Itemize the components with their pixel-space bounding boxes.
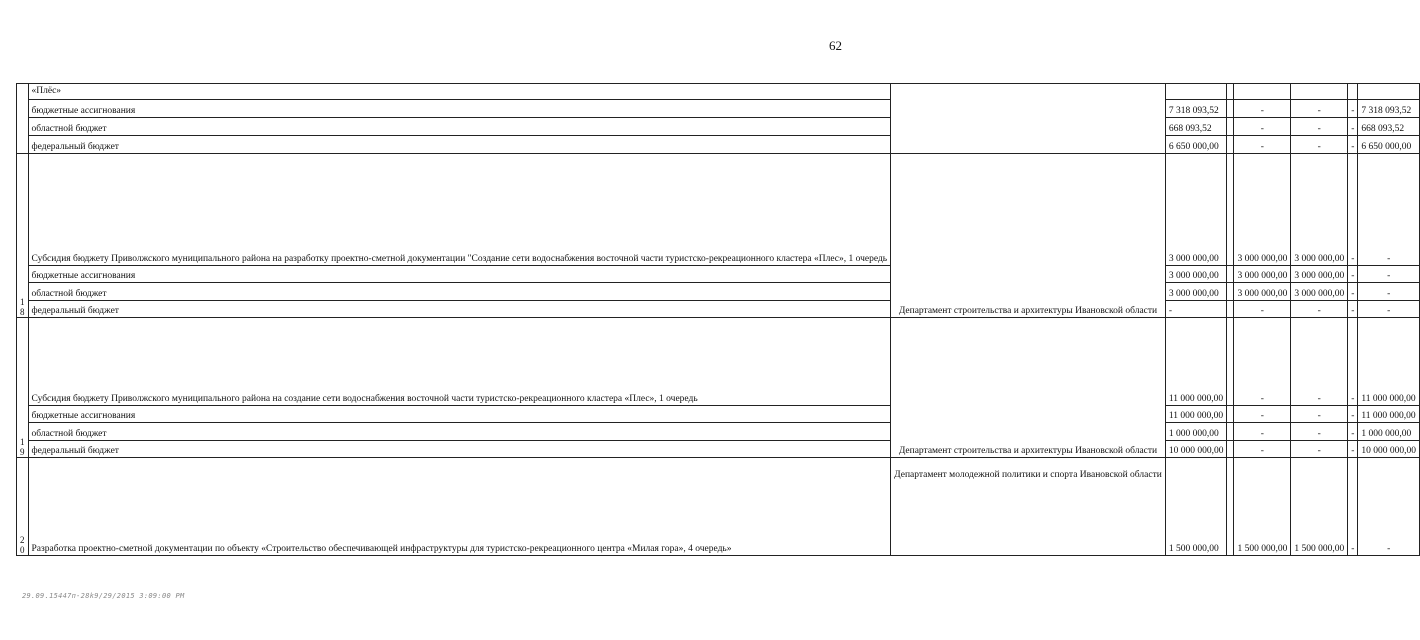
table-row: федеральный бюджет - - - - - — [17, 301, 1420, 318]
document-footer: 29.09.15447п-28k9/29/2015 3:09:00 PM — [22, 592, 185, 600]
table-row: федеральный бюджет 10 000 000,00 - - - 10 000 000,00 — [17, 441, 1420, 458]
total-cell: 11 000 000,00 — [1165, 406, 1227, 423]
budget-table — [16, 83, 1420, 556]
table-row — [17, 84, 1420, 100]
row-label: бюджетные ассигнования — [28, 100, 891, 118]
row-label: федеральный бюджет — [28, 136, 891, 154]
item-name: «Плёс» — [28, 84, 891, 100]
total-cell: 3 000 000,00 — [1165, 266, 1227, 283]
total-cell: 1 000 000,00 — [1165, 423, 1227, 441]
row-number-cell — [17, 84, 29, 154]
department-cell — [891, 84, 1166, 154]
total-cell: 3 000 000,00 — [1165, 283, 1227, 301]
item-name: Субсидия бюджету Приволжского муниципального района на создание сети водоснабжения восточной части туристско-рекреационного кластера «Плес», 1 очередь — [28, 318, 891, 406]
total-cell: 11 000 000,00 — [1165, 318, 1227, 406]
row-label: федеральный бюджет — [28, 441, 891, 458]
table-row: бюджетные ассигнования 11 000 000,00 - - - 11 000 000,00 — [17, 406, 1420, 423]
department-cell: Департамент молодежной политики и спорта Ивановской области — [891, 458, 1166, 556]
row-number-cell: 1 9 — [17, 318, 29, 458]
row-label: бюджетные ассигнования — [28, 266, 891, 283]
total-cell: 6 650 000,00 — [1165, 136, 1227, 154]
table-row: 2 0 Разработка проектно-сметной документации по объекту «Строительство обеспечивающей инфраструктуры для туристско-рекреационного центра «Милая гора», 4 очередь» Департамент молодежной политики и спорта Ивановской области 1 500 000,00 1 500 000,00 1 500 000,00 - - — [17, 458, 1420, 556]
total-cell: - — [1165, 301, 1227, 318]
row-label: бюджетные ассигнования — [28, 406, 891, 423]
table-row: бюджетные ассигнования 3 000 000,00 3 000 000,00 3 000 000,00 - - — [17, 266, 1420, 283]
row-label: областной бюджет — [28, 283, 891, 301]
row-number-cell: 2 0 — [17, 458, 29, 556]
item-name: Разработка проектно-сметной документации по объекту «Строительство обеспечивающей инфраструктуры для туристско-рекреационного центра «Милая гора», 4 очередь» — [28, 458, 891, 556]
row-number-cell: 1 8 — [17, 154, 29, 318]
row-label: федеральный бюджет — [28, 301, 891, 318]
table-row: 1 8 Субсидия бюджету Приволжского муниципального района на разработку проектно-сметной документации "Создание сети водоснабжения восточной части туристско-рекреационного кластера «Плес», 1 очередь Департамент строительства и архитектуры Ивановской области 3 000 000,00 3 000 000,00 3 000 000,00 - - — [17, 154, 1420, 266]
table-row: областной бюджет 3 000 000,00 3 000 000,00 3 000 000,00 - - — [17, 283, 1420, 301]
table-row: 1 9 Субсидия бюджету Приволжского муниципального района на создание сети водоснабжения восточной части туристско-рекреационного кластера «Плес», 1 очередь Департамент строительства и архитектуры Ивановской области 11 000 000,00 - - - 11 000 000,00 — [17, 318, 1420, 406]
item-name: Субсидия бюджету Приволжского муниципального района на разработку проектно-сметной документации "Создание сети водоснабжения восточной части туристско-рекреационного кластера «Плес», 1 очередь — [28, 154, 891, 266]
table-row: федеральный бюджет 6 650 000,00 - - - 6 650 000,00 — [17, 136, 1420, 154]
total-cell: 10 000 000,00 — [1165, 441, 1227, 458]
department-cell: Департамент строительства и архитектуры Ивановской области — [891, 318, 1166, 458]
table-row: областной бюджет 668 093,52 - - - 668 093,52 — [17, 118, 1420, 136]
row-label: областной бюджет — [28, 423, 891, 441]
table-row: областной бюджет 1 000 000,00 - - - 1 000 000,00 — [17, 423, 1420, 441]
total-cell: 7 318 093,52 — [1165, 100, 1227, 118]
total-cell: 1 500 000,00 — [1165, 458, 1227, 556]
total-cell: 3 000 000,00 — [1165, 154, 1227, 266]
total-cell: 668 093,52 — [1165, 118, 1227, 136]
row-label: областной бюджет — [28, 118, 891, 136]
department-cell: Департамент строительства и архитектуры Ивановской области — [891, 154, 1166, 318]
page-number: 62 — [829, 38, 842, 53]
table-row: бюджетные ассигнования 7 318 093,52 - - - 7 318 093,52 — [17, 100, 1420, 118]
